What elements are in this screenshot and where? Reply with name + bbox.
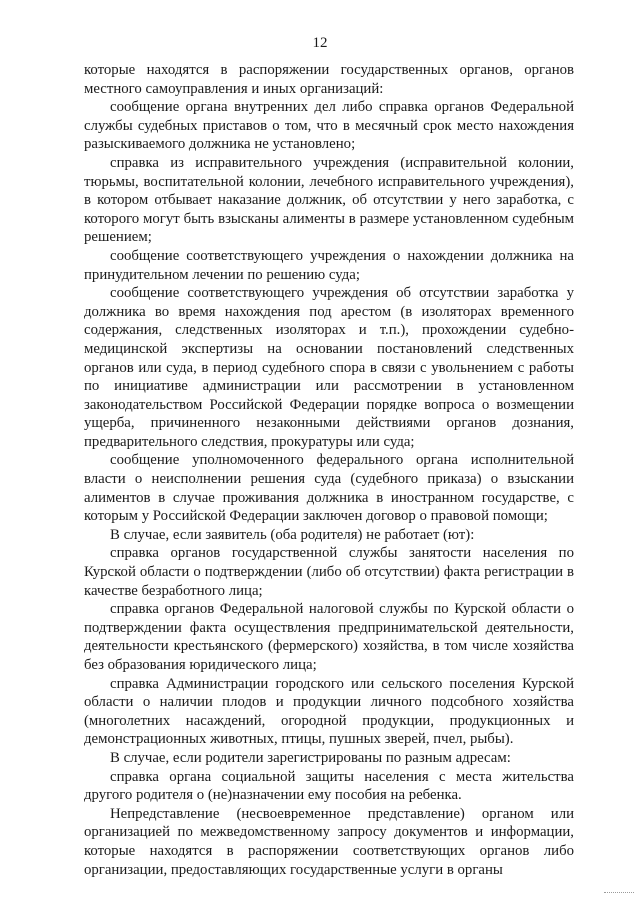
paragraph-continuation: которые находятся в распоряжении государственных органов, органов местного самоуправления и иных организаций: xyxy=(84,62,574,97)
paragraph: справка органа социальной защиты населения с места жительства другого родителя о (не)назначении ему пособия на ребенка. xyxy=(84,768,574,804)
paragraph: Непредставление (несвоевременное представление) органом или организацией по межведомственному запросу документов и информации, которые находятся в распоряжении соответствующих органов либо организации, предоставляющих государственные услуги в органы xyxy=(84,805,574,878)
paragraph: сообщение соответствующего учреждения об отсутствии заработка у должника во время нахождения под арестом (в изоляторах временного содержания, следственных изоляторах и т.п.), прохождении судебно-медицинской экспертизы на основании постановлений следственных органов или суда, в период судебного спора в связи с увольнением с работы по инициативе администрации или рассмотрении в установленном законодательством Российской Федерации порядке вопроса о возмещении ущерба, причиненного незаконными действиями органов дознания, предварительного следствия, прокуратуры или суда; xyxy=(84,285,574,450)
paragraph: справка органов Федеральной налоговой службы по Курской области о подтверждении факта осуществления предпринимательской деятельности, деятельности крестьянского (фермерского) хозяйства, в том числе хозяйства без образования юридического лица; xyxy=(84,601,574,673)
paragraph: справка из исправительного учреждения (исправительной колонии, тюрьмы, воспитательной колонии, лечебного исправительного учреждения), в котором отбывает наказание должник, об отсутствии у него заработка, с которого могут быть взысканы алименты в размере установленном судебным решением; xyxy=(84,154,574,246)
paragraph: сообщение соответствующего учреждения о нахождении должника на принудительном лечении по решению суда; xyxy=(84,247,574,283)
paragraph: справка органов государственной службы занятости населения по Курской области о подтверждении (либо об отсутствии) факта регистрации в качестве безработного лица; xyxy=(84,545,574,599)
paragraph: сообщение уполномоченного федерального органа исполнительной власти о неисполнении решения суда (судебного приказа) о взыскании алиментов в случае проживания должника в иностранном государстве, с которым у Российской Федерации заключен договор о правовой помощи; xyxy=(84,452,574,525)
paragraph: В случае, если заявитель (оба родителя) не работает (ют): xyxy=(110,526,475,543)
paragraph: В случае, если родители зарегистрированы по разным адресам: xyxy=(110,749,511,766)
paragraph: сообщение органа внутренних дел либо справка органов Федеральной службы судебных приставов о том, что в месячный срок место нахождения разыскиваемого должника не установлено; xyxy=(84,99,574,153)
scan-artifact xyxy=(604,892,634,897)
page-number: 12 xyxy=(312,35,328,51)
document-body xyxy=(84,61,574,879)
paragraph: справка Администрации городского или сельского поселения Курской области о наличии плодов и продукции личного подсобного хозяйства (многолетних насаждений, огородной продукции, продукционных и демонстрационных животных, птицы, пушных зверей, пчел, рыбы). xyxy=(84,675,574,748)
